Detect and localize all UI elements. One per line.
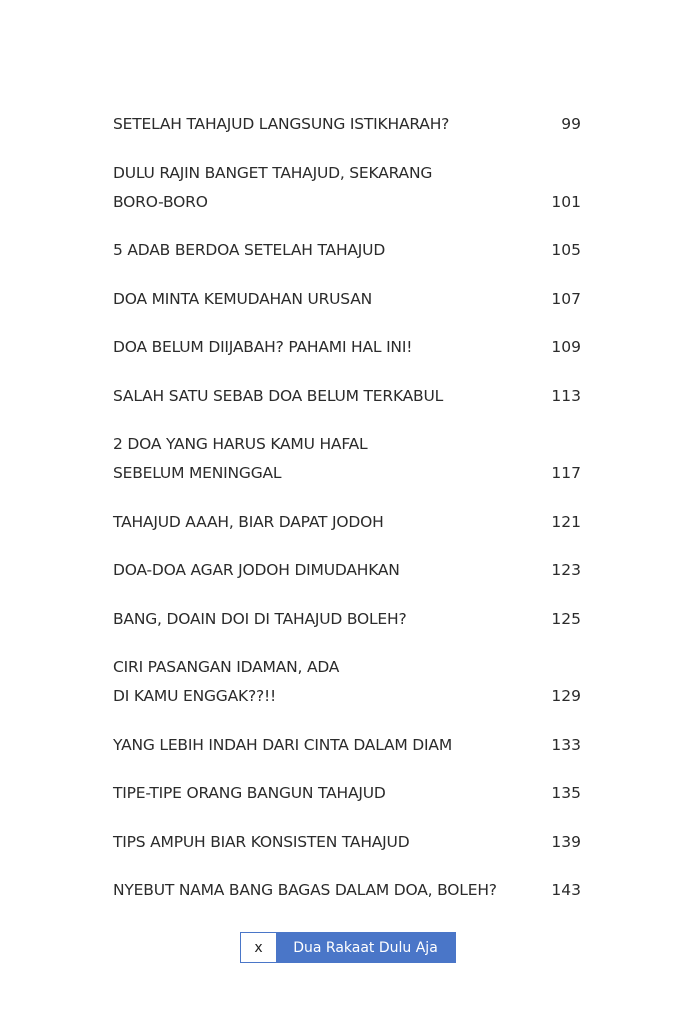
footer-bar [240, 932, 456, 963]
toc-entry-title: 2 DOA YANG HARUS KAMU HAFAL SEBELUM MENINGGAL [113, 435, 368, 482]
toc-entry-page: 117 [551, 464, 581, 482]
toc-entry-page: 143 [551, 881, 581, 899]
toc-entry-title: DOA MINTA KEMUDAHAN URUSAN [113, 289, 373, 308]
toc-entry-page: 125 [551, 609, 581, 628]
toc-entry-page: 113 [551, 386, 581, 405]
toc-entry-title: DOA BELUM DIIJABAH? PAHAMI HAL INI! [113, 338, 413, 356]
toc-entry-page: 99 [561, 115, 581, 133]
toc-entry-title: NYEBUT NAMA BANG BAGAS DALAM DOA, BOLEH? [113, 881, 497, 899]
close-button[interactable]: x [241, 933, 276, 962]
toc-entry-page: 123 [551, 561, 581, 579]
toc-entry[interactable] [113, 876, 581, 905]
toc-entry[interactable] [113, 285, 581, 314]
toc-entry-page: 139 [551, 832, 581, 851]
toc-entry-page: 121 [551, 512, 581, 531]
toc-entry-page: 135 [551, 784, 581, 802]
toc-entry[interactable] [113, 159, 581, 217]
toc-entry-page: 109 [551, 338, 581, 356]
toc-entry[interactable] [113, 508, 581, 537]
toc-entry-title: TIPE-TIPE ORANG BANGUN TAHAJUD [113, 784, 386, 802]
toc-entry[interactable] [113, 556, 581, 585]
toc-entry-title: YANG LEBIH INDAH DARI CINTA DALAM DIAM [113, 735, 452, 754]
toc-entry[interactable] [113, 333, 581, 362]
toc-entry[interactable] [113, 382, 581, 411]
book-title: Dua Rakaat Dulu Aja [293, 939, 438, 956]
toc-entry-title: BANG, DOAIN DOI DI TAHAJUD BOLEH? [113, 609, 407, 628]
toc-entry[interactable] [113, 430, 581, 488]
toc-entry-page: 101 [551, 192, 581, 211]
toc-entry-page: 129 [551, 687, 581, 705]
toc-entry-page: 133 [551, 735, 581, 754]
toc-entry-title: DOA-DOA AGAR JODOH DIMUDAHKAN [113, 561, 400, 579]
toc-entry-title: CIRI PASANGAN IDAMAN, ADA DI KAMU ENGGAK??!! [113, 658, 340, 705]
toc-entry[interactable] [113, 110, 581, 139]
toc-entry[interactable] [113, 731, 581, 760]
toc-entry[interactable] [113, 653, 581, 711]
toc-entry-title: 5 ADAB BERDOA SETELAH TAHAJUD [113, 241, 386, 259]
toc-entry-title: TIPS AMPUH BIAR KONSISTEN TAHAJUD [113, 832, 410, 851]
toc-entry-title: SETELAH TAHAJUD LANGSUNG ISTIKHARAH? [113, 115, 450, 133]
toc-entry[interactable] [113, 828, 581, 857]
toc-entry-title: SALAH SATU SEBAB DOA BELUM TERKABUL [113, 386, 444, 405]
toc-entry[interactable] [113, 236, 581, 265]
toc-entry-page: 107 [551, 289, 581, 308]
toc-entry-title: TAHAJUD AAAH, BIAR DAPAT JODOH [113, 512, 384, 531]
table-of-contents [113, 110, 581, 925]
toc-entry-page: 105 [551, 241, 581, 259]
toc-entry-title: DULU RAJIN BANGET TAHAJUD, SEKARANG BORO-BORO [113, 163, 433, 211]
toc-entry[interactable] [113, 779, 581, 808]
toc-entry[interactable] [113, 605, 581, 634]
